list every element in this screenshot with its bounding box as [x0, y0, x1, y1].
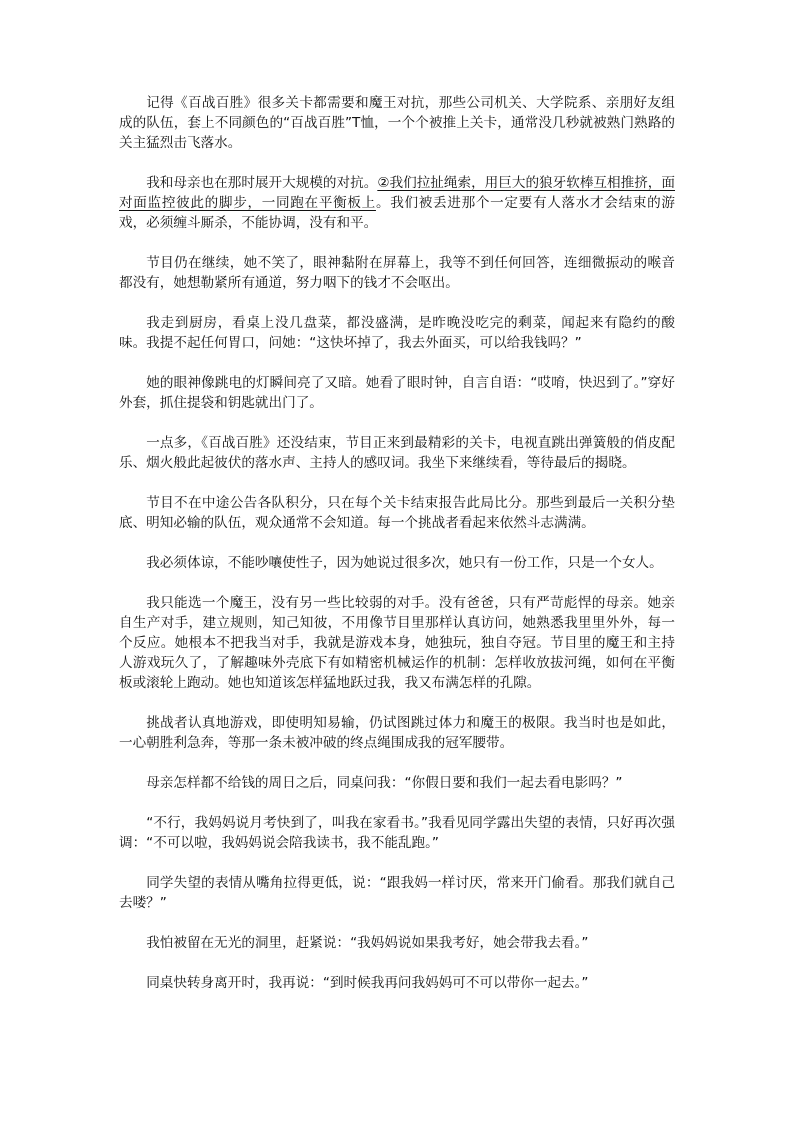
paragraph-14: 我怕被留在无光的洞里，赶紧说：“我妈妈说如果我考好，她会带我去看。” — [146, 935, 589, 951]
paragraph-11: 母亲怎样都不给钱的周日之后，同桌问我：“你假日要和我们一起去看电影吗？” — [146, 775, 623, 791]
paragraph-1: 记得《百战百胜》很多关卡都需要和魔王对抗，那些公司机关、大学院系、亲朋好友组成的队伍，套上不同颜色的“百战百胜”T恤，一个个被推上关卡，通常没几秒就被熟门熟路的关主猛烈击飞落水。 — [119, 95, 675, 151]
paragraph-12: “不行，我妈妈说月考快到了，叫我在家看书。”我看见同学露出失望的表情，只好再次强调：“不可以啦，我妈妈说会陪我读书，我不能乱跑。” — [119, 815, 675, 851]
paragraph-4: 我走到厨房，看桌上没几盘菜，都没盛满，是昨晚没吃完的剩菜，闻起来有隐约的酸味。我提不起任何胃口，问她：“这快坏掉了，我去外面买，可以给我钱吗？” — [119, 315, 675, 351]
article-body — [119, 93, 675, 1013]
paragraph-15: 同桌快转身离开时，我再说：“到时候我再问我妈妈可不可以带你一起去。” — [146, 975, 589, 991]
paragraph-7: 节目不在中途公告各队积分，只在每个关卡结束报告此局比分。那些到最后一关积分垫底、明知必输的队伍，观众通常不会知道。每一个挑战者看起来依然斗志满满。 — [119, 495, 675, 531]
paragraph-3: 节目仍在继续，她不笑了，眼神黏附在屏幕上，我等不到任何回答，连细微振动的喉音都没有，她想勒紧所有通道，努力咽下的钱才不会呕出。 — [119, 255, 675, 291]
paragraph-6: 一点多，《百战百胜》还没结束，节目正来到最精彩的关卡，电视直跳出弹簧般的俏皮配乐、烟火般此起彼伏的落水声、主持人的感叹词。我坐下来继续看，等待最后的揭晓。 — [119, 435, 675, 471]
paragraph-2-lead: 我和母亲也在那时展开大规模的对抗。 — [146, 175, 378, 191]
paragraph-5: 她的眼神像跳电的灯瞬间亮了又暗。她看了眼时钟，自言自语：“哎唷，快迟到了。”穿好外套，抓住提袋和钥匙就出门了。 — [119, 375, 675, 411]
paragraph-13: 同学失望的表情从嘴角拉得更低，说：“跟我妈一样讨厌，常来开门偷看。那我们就自己去喽？” — [119, 875, 675, 911]
paragraph-2 — [119, 173, 675, 233]
paragraph-8: 我必须体谅，不能吵嚷使性子，因为她说过很多次，她只有一份工作，只是一个女人。 — [146, 555, 663, 571]
paragraph-2-tail: 。我们被丢进那个一定要有人落水才会结束的游戏，必须缠斗厮杀，不能协调，没有和平。 — [119, 195, 676, 231]
underlined-sentence-2: ②我们拉扯绳索，用巨大的狼牙软棒互相推挤，面对面监控彼此的脚步，一同跑在平衡板上 — [119, 175, 676, 211]
paragraph-9: 我只能选一个魔王，没有另一些比较弱的对手。没有爸爸，只有严苛彪悍的母亲。她亲自生产对手，建立规则，知己知彼，不用像节目里那样认真访问，她熟悉我里里外外，每一个反应。她根本不把我当对手，我就是游戏本身，她独玩，独自夺冠。节目里的魔王和主持人游戏玩久了，了解趣味外壳底下有如精密机械运作的机制：怎样收放拔河绳，如何在平衡板或滚轮上跑动。她也知道该怎样猛地跃过我，我又布满怎样的孔隙。 — [119, 595, 675, 691]
paragraph-10: 挑战者认真地游戏，即使明知易输，仍试图跳过体力和魔王的极限。我当时也是如此，一心朝胜利急奔，等那一条未被冲破的终点绳围成我的冠军腰带。 — [119, 715, 675, 751]
